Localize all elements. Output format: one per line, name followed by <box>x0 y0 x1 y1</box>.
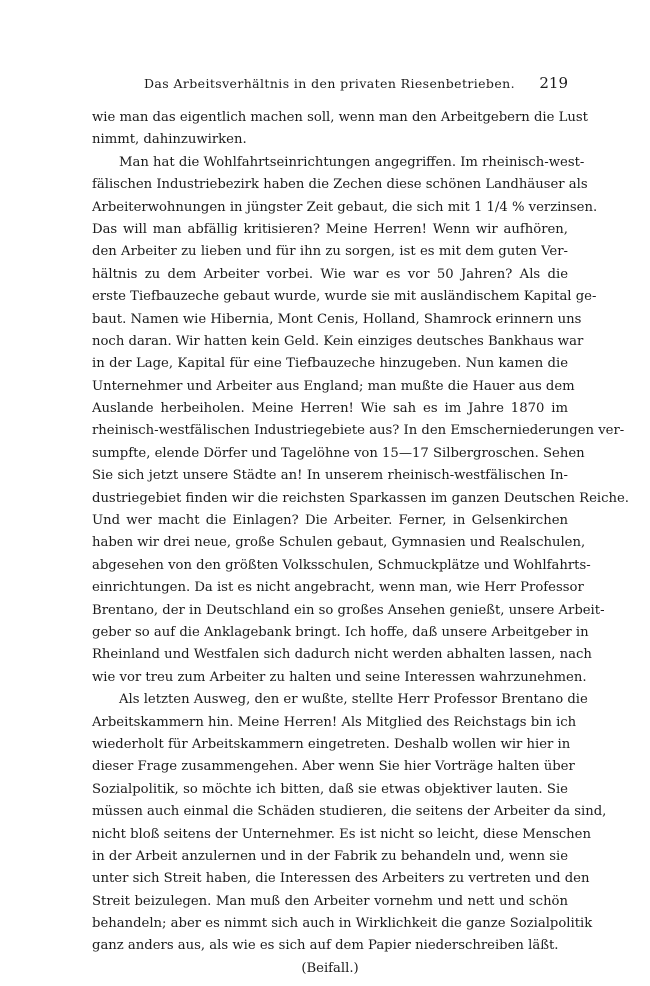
text-line: Sie sich jetzt unsere Städte an! In unserem rheinisch-westfälischen In- <box>92 468 568 484</box>
text-line: in der Lage, Kapital für eine Tiefbauzeche hinzugeben. Nun kamen die <box>92 356 568 372</box>
applause-note: (Beifall.) <box>301 960 359 976</box>
page-number: 219 <box>539 74 568 92</box>
text-line: erste Tiefbauzeche gebaut wurde, wurde sie mit ausländischem Kapital ge- <box>92 289 597 305</box>
text-line: Unternehmer und Arbeiter aus England; man mußte die Hauer aus dem <box>92 378 575 394</box>
text-line: wie vor treu zum Arbeiter zu halten und seine Interessen wahrzunehmen. <box>92 669 587 685</box>
text-line: fälischen Industriebezirk haben die Zechen diese schönen Landhäuser als <box>92 177 588 193</box>
text-line: unter sich Streit haben, die Interessen des Arbeiters zu vertreten und den <box>92 871 590 887</box>
text-line: wie man das eigentlich machen soll, wenn man den Arbeitgebern die Lust <box>92 110 588 125</box>
text-line: Man hat die Wohlfahrtseinrichtungen angegriffen. Im rheinisch-west- <box>119 154 585 170</box>
text-line: rheinisch-westfälischen Industriegebiete aus? In den Emscherniederungen ver- <box>92 423 625 439</box>
text-line: baut. Namen wie Hibernia, Mont Cenis, Holland, Shamrock erinnern uns <box>92 311 582 327</box>
text-line: dieser Frage zusammengehen. Aber wenn Sie hier Vorträge halten über <box>92 759 575 775</box>
running-head <box>92 76 568 96</box>
text-line: den Arbeiter zu lieben und für ihn zu sorgen, ist es mit dem guten Ver- <box>92 244 568 260</box>
text-line: Arbeiterwohnungen in jüngster Zeit gebaut, die sich mit 1 1/4 % verzinsen. <box>92 199 598 215</box>
text-line: dustriegebiet finden wir die reichsten Sparkassen im ganzen Deutschen Reiche. <box>92 490 629 506</box>
text-line: ganz anders aus, als wie es sich auf dem Papier niederschreiben läßt. <box>92 938 559 954</box>
text-line: noch daran. Wir hatten kein Geld. Kein einziges deutsches Bankhaus war <box>92 333 584 349</box>
text-line: haben wir drei neue, große Schulen gebaut, Gymnasien und Realschulen, <box>92 535 586 551</box>
text-line: Auslande herbeiholen. Meine Herren! Wie sah es im Jahre 1870 im <box>92 401 568 417</box>
text-line: Arbeitskammern hin. Meine Herren! Als Mitglied des Reichstags bin ich <box>92 714 577 730</box>
text-line: geber so auf die Anklagebank bringt. Ich hoffe, daß unsere Arbeitgeber in <box>92 624 589 640</box>
text-line: behandeln; aber es nimmt sich auch in Wirklichkeit die ganze Sozialpolitik <box>92 916 593 932</box>
text-line: nimmt, dahinzuwirken. <box>92 132 247 148</box>
text-line: hältnis zu dem Arbeiter vorbei. Wie war es vor 50 Jahren? Als die <box>92 266 568 282</box>
text-line: wiederholt für Arbeitskammern eingetreten. Deshalb wollen wir hier in <box>92 736 571 752</box>
body-text <box>92 107 629 980</box>
text-line: in der Arbeit anzulernen und in der Fabrik zu behandeln und, wenn sie <box>92 848 568 864</box>
text-line: einrichtungen. Da ist es nicht angebracht, wenn man, wie Herr Professor <box>92 580 584 596</box>
text-line: Brentano, der in Deutschland ein so großes Ansehen genießt, unsere Arbeit- <box>92 602 605 618</box>
text-line: Als letzten Ausweg, den er wußte, stellte Herr Professor Brentano die <box>119 692 588 708</box>
text-line: Streit beizulegen. Man muß den Arbeiter vornehm und nett und schön <box>92 893 568 909</box>
text-line: Das will man abfällig kritisieren? Meine Herren! Wenn wir aufhören, <box>92 221 568 237</box>
running-title: Das Arbeitsverhältnis in den privaten Riesenbetrieben. <box>144 76 515 91</box>
text-line: Sozialpolitik, so möchte ich bitten, daß sie etwas objektiver lauten. Sie <box>92 781 568 797</box>
text-line: Und wer macht die Einlagen? Die Arbeiter. Ferner, in Gelsenkirchen <box>92 513 568 529</box>
text-line: nicht bloß seitens der Unternehmer. Es ist nicht so leicht, diese Menschen <box>92 826 591 842</box>
text-line: sumpfte, elende Dörfer und Tagelöhne von 15—17 Silbergroschen. Sehen <box>92 445 585 461</box>
text-line: abgesehen von den größten Volksschulen, Schmuckplätze und Wohlfahrts- <box>92 557 591 573</box>
text-line: Rheinland und Westfalen sich dadurch nicht werden abhalten lassen, nach <box>92 647 592 663</box>
text-line: müssen auch einmal die Schäden studieren, die seitens der Arbeiter da sind, <box>92 804 607 820</box>
